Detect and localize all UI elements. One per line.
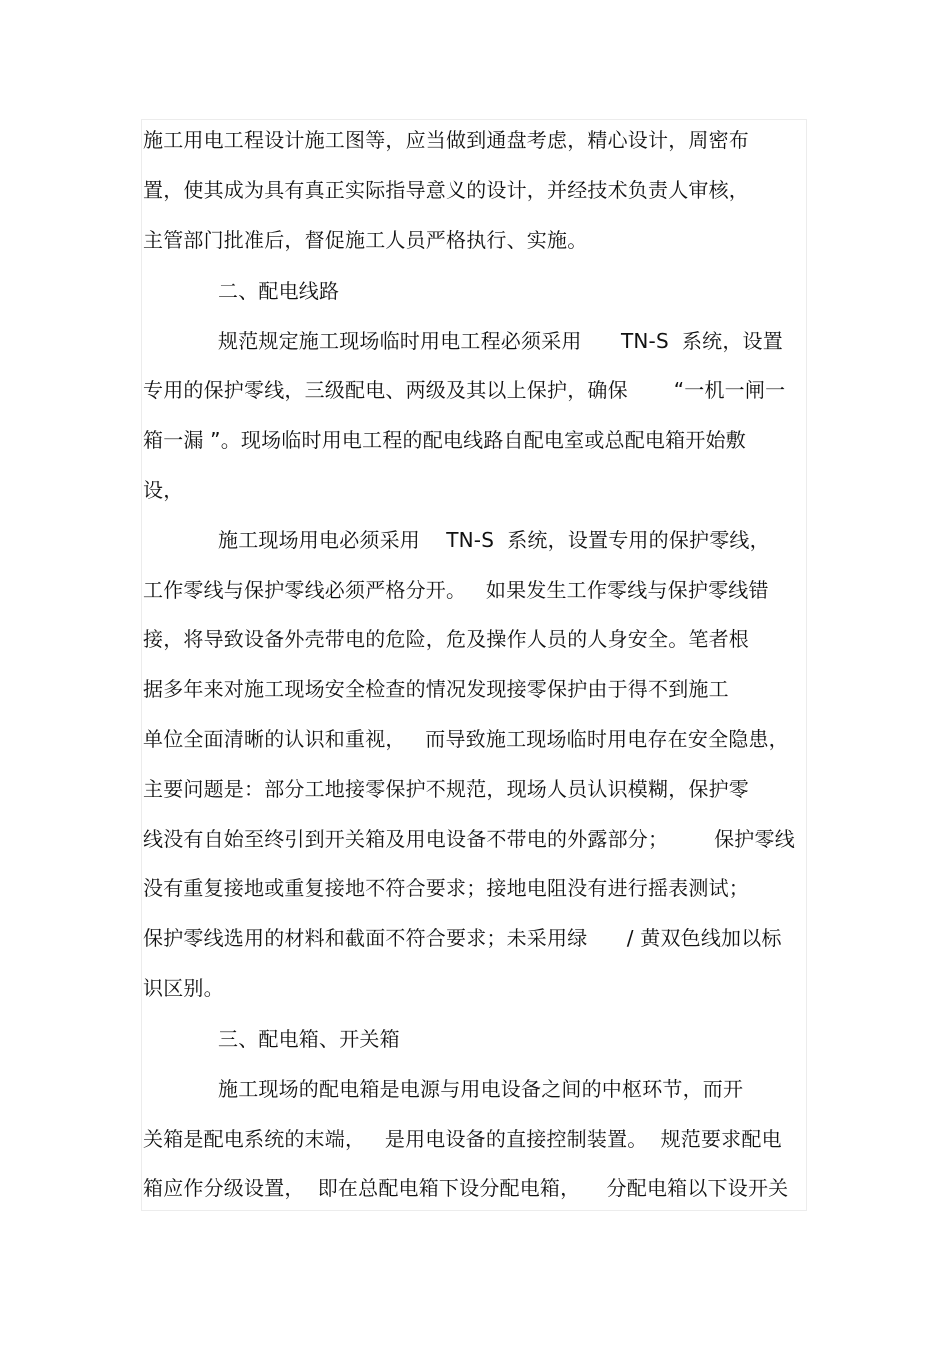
section-heading: 二、配电线路 xyxy=(218,279,340,303)
text-line: 工作零线与保护零线必须严格分开。 如果发生工作零线与保护零线错 xyxy=(143,578,769,602)
text-line: 规范规定施工现场临时用电工程必须采用 TN-S 系统，设置 xyxy=(218,329,783,353)
text-line: 施工现场用电必须采用 TN-S 系统，设置专用的保护零线， xyxy=(218,528,770,552)
text-line: 箱应作分级设置， 即在总配电箱下设分配电箱， 分配电箱以下设开关 xyxy=(143,1176,789,1200)
text-line: 主要问题是：部分工地接零保护不规范，现场人员认识模糊，保护零 xyxy=(143,777,749,801)
text-line: 关箱是配电系统的末端， 是用电设备的直接控制装置。 规范要求配电 xyxy=(143,1127,782,1151)
text-line: 施工现场的配电箱是电源与用电设备之间的中枢环节，而开 xyxy=(218,1077,744,1101)
text-line: 主管部门批准后，督促施工人员严格执行、实施。 xyxy=(143,228,588,252)
text-line: 保护零线选用的材料和截面不符合要求；未采用绿 / 黄双色线加以标 xyxy=(143,926,782,950)
text-line: 线没有自始至终引到开关箱及用电设备不带电的外露部分； 保护零线 xyxy=(143,827,795,851)
text-line: 单位全面清晰的认识和重视， 而导致施工现场临时用电存在安全隐患， xyxy=(143,727,789,751)
text-line: 箱一漏 ”。现场临时用电工程的配电线路自配电室或总配电箱开始敷 xyxy=(143,428,746,452)
text-line: 置，使其成为具有真正实际指导意义的设计，并经技术负责人审核， xyxy=(143,178,749,202)
text-line: 据多年来对施工现场安全检查的情况发现接零保护由于得不到施工 xyxy=(143,677,729,701)
text-line: 设， xyxy=(143,478,184,502)
text-line: 专用的保护零线，三级配电、两级及其以上保护，确保 “一机一闸一 xyxy=(143,378,786,402)
text-line: 没有重复接地或重复接地不符合要求；接地电阻没有进行摇表测试； xyxy=(143,876,749,900)
text-line: 施工用电工程设计施工图等，应当做到通盘考虑，精心设计，周密布 xyxy=(143,128,749,152)
section-heading: 三、配电箱、开关箱 xyxy=(218,1027,400,1051)
text-line: 接，将导致设备外壳带电的危险，危及操作人员的人身安全。笔者根 xyxy=(143,627,749,651)
text-line: 识区别。 xyxy=(143,976,224,1000)
